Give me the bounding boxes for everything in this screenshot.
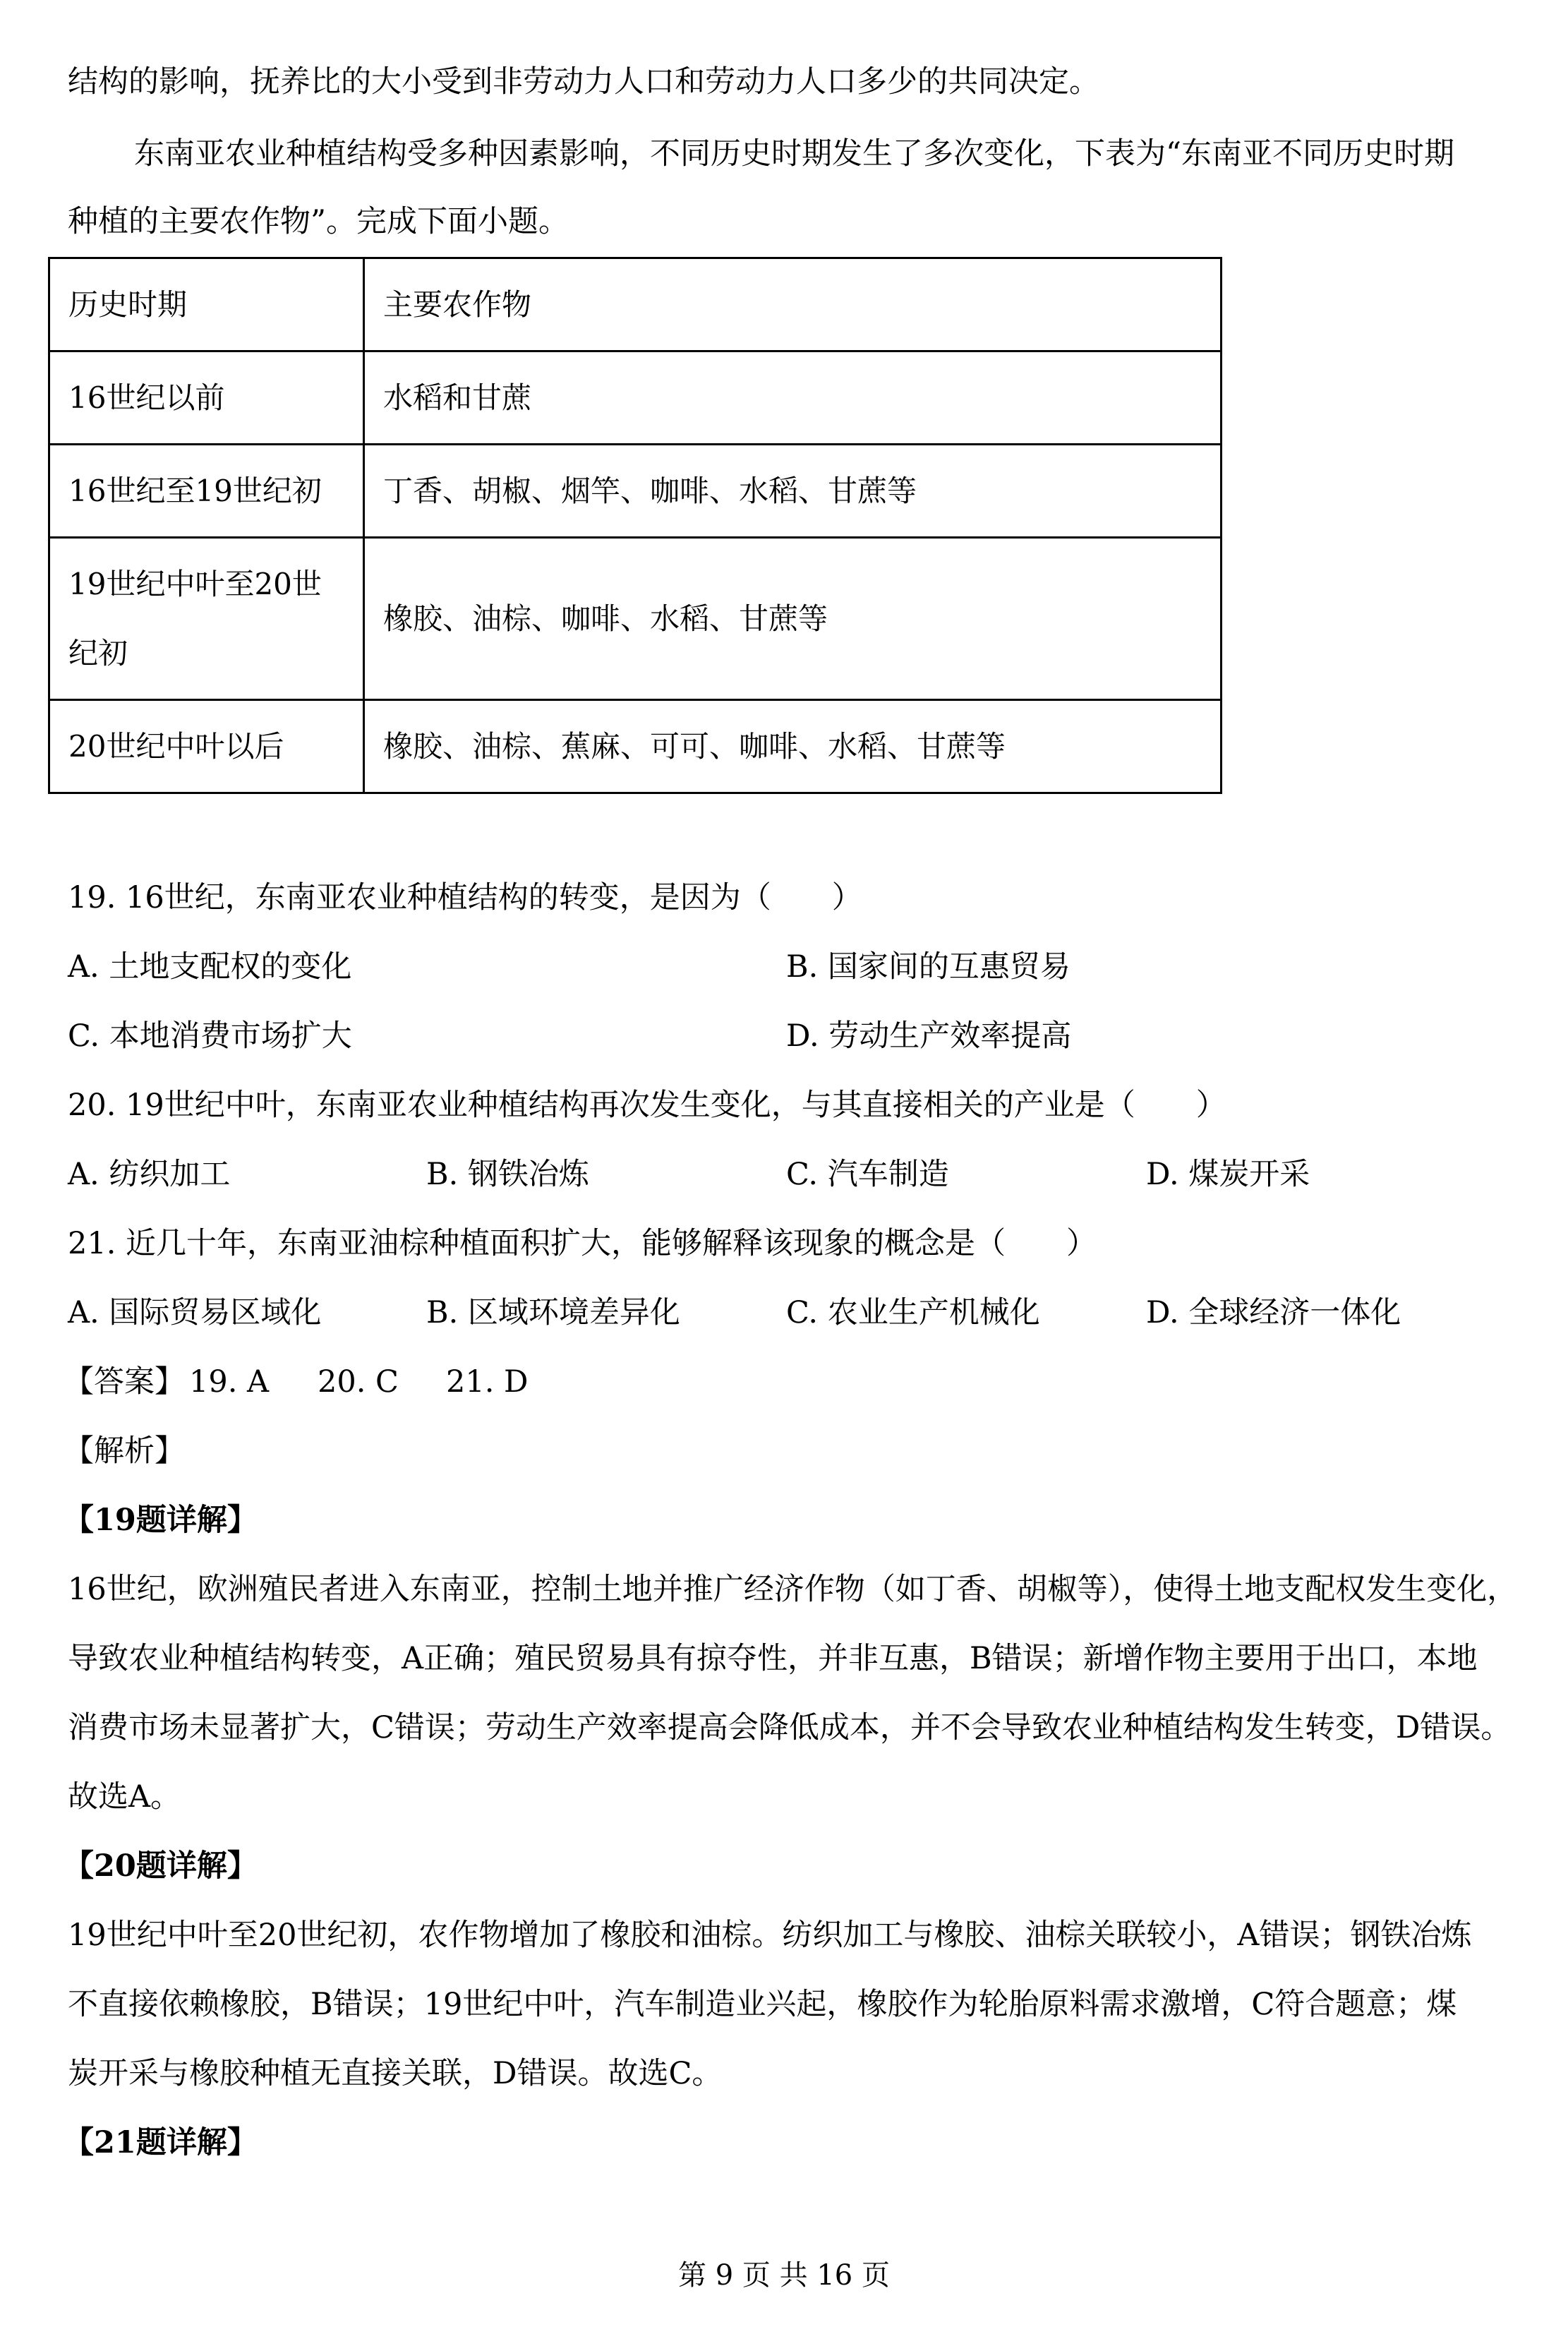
table-cell-crops: 橡胶、油棕、蕉麻、可可、咖啡、水稻、甘蔗等 bbox=[364, 700, 1222, 793]
table-cell-period: 16世纪以前 bbox=[49, 351, 364, 445]
table-header-row bbox=[49, 258, 1222, 351]
q19-option-c: C. 本地消费市场扩大 bbox=[68, 1018, 352, 1054]
q20-stem: 20. 19世纪中叶，东南亚农业种植结构再次发生变化，与其直接相关的产业是（ ） bbox=[68, 1088, 1226, 1123]
table-cell-crops: 橡胶、油棕、咖啡、水稻、甘蔗等 bbox=[364, 538, 1222, 700]
page-number: 第 9 页 共 16 页 bbox=[678, 2259, 890, 2292]
table-cell-period-line-2: 纪初 bbox=[68, 635, 128, 670]
table-cell-period bbox=[49, 538, 364, 700]
detail-21-title: 【21题详解】 bbox=[64, 2125, 258, 2160]
answer-21: 21. D bbox=[446, 1364, 529, 1400]
table-row bbox=[49, 351, 1222, 445]
q19-option-a: A. 土地支配权的变化 bbox=[68, 949, 352, 985]
q19-option-d: D. 劳动生产效率提高 bbox=[786, 1018, 1072, 1054]
table-cell-crops: 水稻和甘蔗 bbox=[364, 351, 1222, 445]
detail-19-title: 【19题详解】 bbox=[64, 1503, 258, 1538]
table-row bbox=[49, 538, 1222, 700]
answer-20: 20. C bbox=[318, 1364, 399, 1400]
q20-option-a: A. 纺织加工 bbox=[68, 1157, 231, 1192]
detail-20-title: 【20题详解】 bbox=[64, 1848, 258, 1884]
q20-option-b: B. 钢铁冶炼 bbox=[426, 1157, 589, 1192]
detail-20-line-2: 不直接依赖橡胶，B错误；19世纪中叶，汽车制造业兴起，橡胶作为轮胎原料需求激增，C符合题意；煤 bbox=[68, 1987, 1457, 2022]
table-header-period: 历史时期 bbox=[49, 258, 364, 351]
q20-option-c: C. 汽车制造 bbox=[786, 1157, 949, 1192]
q19-option-b: B. 国家间的互惠贸易 bbox=[786, 949, 1071, 985]
q21-option-c: C. 农业生产机械化 bbox=[786, 1295, 1040, 1330]
detail-20-line-3: 炭开采与橡胶种植无直接关联，D错误。故选C。 bbox=[68, 2056, 723, 2091]
q21-stem: 21. 近几十年，东南亚油棕种植面积扩大，能够解释该现象的概念是（ ） bbox=[68, 1226, 1097, 1261]
detail-20-line-1: 19世纪中叶至20世纪初，农作物增加了橡胶和油棕。纺织加工与橡胶、油棕关联较小，A错误；钢铁冶炼 bbox=[68, 1918, 1472, 1953]
detail-19-line-3: 消费市场未显著扩大，C错误；劳动生产效率提高会降低成本，并不会导致农业种植结构发生转变，D错误。 bbox=[68, 1710, 1512, 1745]
q20-option-d: D. 煤炭开采 bbox=[1146, 1157, 1310, 1192]
detail-19-line-2: 导致农业种植结构转变，A正确；殖民贸易具有掠夺性，并非互惠，B错误；新增作物主要用于出口，本地 bbox=[68, 1641, 1478, 1676]
table-cell-period: 20世纪中叶以后 bbox=[49, 700, 364, 793]
answer-19: 19. A bbox=[189, 1364, 270, 1400]
intro-line-2: 东南亚农业种植结构受多种因素影响，不同历史时期发生了多次变化，下表为“东南亚不同历史时期 bbox=[134, 136, 1454, 172]
table-cell-period: 16世纪至19世纪初 bbox=[49, 445, 364, 538]
intro-line-3: 种植的主要农作物”。完成下面小题。 bbox=[68, 204, 569, 239]
table-cell-crops: 丁香、胡椒、烟竿、咖啡、水稻、甘蔗等 bbox=[364, 445, 1222, 538]
q21-option-d: D. 全球经济一体化 bbox=[1146, 1295, 1401, 1330]
table-row bbox=[49, 445, 1222, 538]
q21-option-b: B. 区域环境差异化 bbox=[426, 1295, 680, 1330]
table-cell-period-line-1: 19世纪中叶至20世 bbox=[68, 566, 322, 601]
q19-stem: 19. 16世纪，东南亚农业种植结构的转变，是因为（ ） bbox=[68, 880, 862, 915]
answer-label: 【答案】 bbox=[64, 1364, 185, 1400]
intro-line-1: 结构的影响，抚养比的大小受到非劳动力人口和劳动力人口多少的共同决定。 bbox=[68, 64, 1099, 100]
analysis-label: 【解析】 bbox=[64, 1433, 185, 1469]
table-row bbox=[49, 700, 1222, 793]
q21-option-a: A. 国际贸易区域化 bbox=[68, 1295, 322, 1330]
table-header-crops: 主要农作物 bbox=[364, 258, 1222, 351]
crops-table bbox=[48, 257, 1222, 794]
detail-19-line-4: 故选A。 bbox=[68, 1779, 181, 1815]
detail-19-line-1: 16世纪，欧洲殖民者进入东南亚，控制土地并推广经济作物（如丁香、胡椒等），使得土地支配权发生变化， bbox=[68, 1572, 1518, 1607]
